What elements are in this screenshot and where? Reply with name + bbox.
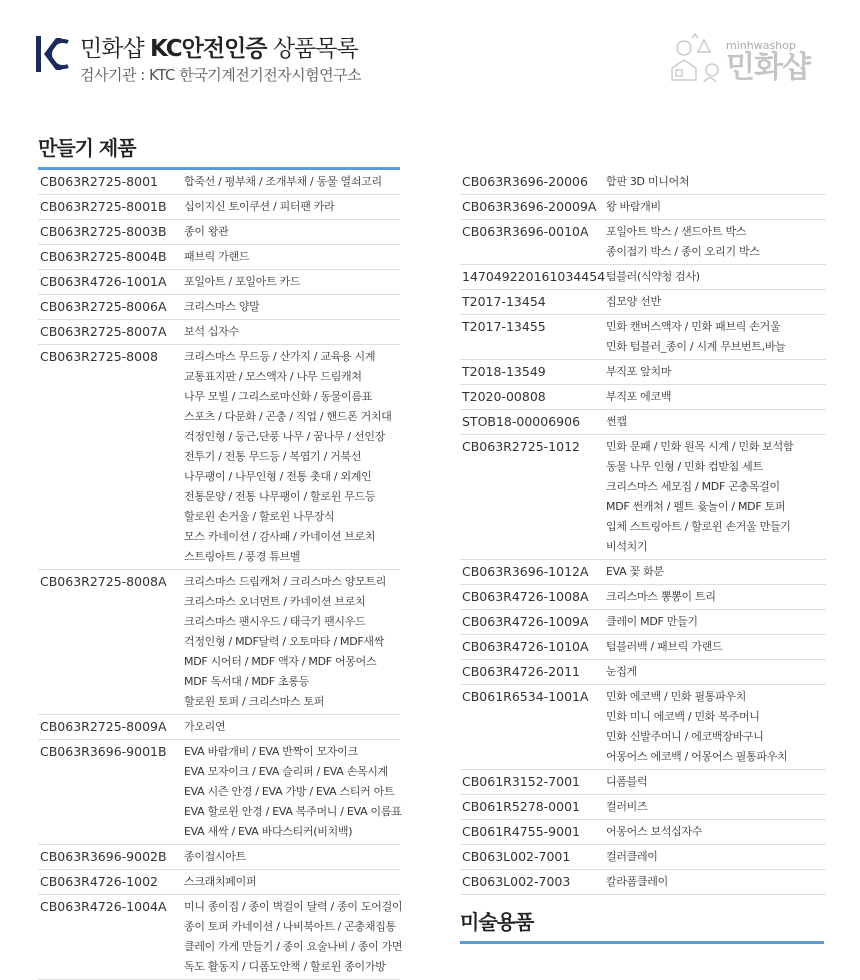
table-row [460,435,826,560]
product-names [606,437,793,557]
product-line: 디폼블럭 [606,775,648,788]
certification-code: CB063R2725-1012 [462,439,580,454]
table-row [38,345,400,570]
product-line: 종이접시아트 [184,850,246,863]
certification-code: CB063R4726-1009A [462,614,589,629]
product-line: MDF 시어터 / MDF 액자 / MDF 어몽어스 [184,655,377,668]
product-line: 클레이 가게 만들기 / 종이 요술나비 / 종이 가면 [184,940,403,953]
product-line: 가오리연 [184,720,226,733]
certification-code: CB063R3696-0010A [462,224,589,239]
certification-code: CB063R3696-20009A [462,199,597,214]
product-names [606,847,658,867]
product-line: 민화 신발주머니 / 에코백장바구니 [606,730,764,743]
product-line: 눈집게 [606,665,637,678]
table-row [460,220,826,265]
certification-code: CB063R4726-1004A [40,899,167,914]
table-row [460,265,826,290]
table-row [38,740,400,845]
certification-code: CB063R3696-20006 [462,174,588,189]
product-names [606,612,698,632]
product-names [606,412,627,432]
product-names [606,317,785,357]
product-line: 종이 토퍼 카네이션 / 나비북아트 / 곤충채집통 [184,920,396,933]
certification-code: 147049220161034454 [462,269,606,284]
product-line: 민화 미니 에코백 / 민화 복주머니 [606,710,760,723]
brand-english: minhwashop [726,38,796,52]
product-line: 할로윈 손거울 / 할로윈 나무장식 [184,510,335,523]
crafts-table-continued [460,170,826,895]
kc-mark-icon [34,34,70,74]
table-row [460,360,826,385]
product-line: EVA 새싹 / EVA 바다스티커(비치백) [184,825,353,838]
table-row [460,610,826,635]
certification-code: CB063R2725-8008A [40,574,167,589]
product-names [184,247,249,267]
product-names [606,292,661,312]
product-names [606,662,637,682]
table-row [38,570,400,715]
doodle-illustration-icon [664,30,726,92]
product-names [184,222,229,242]
certification-code: CB063R4726-1008A [462,589,589,604]
certification-code: T2017-13455 [462,319,546,334]
product-line: 포일아트 / 포일아트 카드 [184,275,301,288]
product-line: 크리스마스 양말 [184,300,260,313]
product-line: 종이 왕관 [184,225,229,238]
product-names [184,572,386,712]
product-line: 부직포 앞치마 [606,365,672,378]
table-row [460,770,826,795]
product-line: 합죽선 / 평부채 / 조개부채 / 동물 열쇠고리 [184,175,382,188]
product-line: 패브릭 가랜드 [184,250,250,263]
product-line: EVA 꽃 화분 [606,565,664,578]
table-row [38,320,400,345]
table-row [460,685,826,770]
table-row [460,635,826,660]
table-row [460,795,826,820]
product-line: 컬러비즈 [606,800,648,813]
product-line: 민화 캔버스액자 / 민화 패브릭 손거울 [606,320,781,333]
product-line: EVA 모자이크 / EVA 슬리퍼 / EVA 손목시계 [184,765,388,778]
product-names [184,717,225,737]
certification-code: CB063R3696-9001B [40,744,167,759]
product-names [606,872,668,892]
table-row [38,195,400,220]
product-line: 포일아트 박스 / 샌드아트 박스 [606,225,747,238]
product-names [606,222,760,262]
product-line: 걱정인형 / MDF달력 / 오토마타 / MDF새싹 [184,635,385,648]
table-row [460,870,826,895]
certification-code: CB063R4726-2011 [462,664,580,679]
certification-code: CB063R4726-1002 [40,874,158,889]
certification-code: CB063R4726-1001A [40,274,167,289]
product-line: 텀블러백 / 패브릭 가랜드 [606,640,723,653]
section-title-art: 미술용품 [460,906,824,944]
table-row [460,845,826,870]
table-row [460,385,826,410]
product-line: 종이접기 박스 / 종이 오리기 박스 [606,245,760,258]
product-line: 미니 종이집 / 종이 벽걸이 달력 / 종이 도어걸이 [184,900,403,913]
product-line: 할로윈 토퍼 / 크리스마스 토퍼 [184,695,325,708]
certification-code: CB063R2725-8006A [40,299,167,314]
product-names [606,172,689,192]
certification-code: CB061R6534-1001A [462,689,589,704]
product-line: 십이지신 토이쿠션 / 피터팬 카라 [184,200,335,213]
table-row [38,295,400,320]
product-names [606,772,647,792]
product-line: 스크래치페이퍼 [184,875,257,888]
product-names [184,847,246,867]
product-line: MDF 썬캐쳐 / 펠트 윷놀이 / MDF 토퍼 [606,500,786,513]
product-line: 전통문양 / 전통 나무팽이 / 할로윈 무드등 [184,490,376,503]
certification-code: CB063R2725-8008 [40,349,158,364]
certification-code: CB063R3696-1012A [462,564,589,579]
table-row [38,845,400,870]
table-row [38,870,400,895]
certification-code: T2018-13549 [462,364,546,379]
table-row [38,245,400,270]
product-line: 교통표지판 / 모스액자 / 나무 드림캐쳐 [184,370,362,383]
table-row [460,195,826,220]
certification-code: CB063R2725-8003B [40,224,167,239]
product-names [606,197,661,217]
product-names [184,172,382,192]
product-line: 어몽어스 보석십자수 [606,825,703,838]
table-row [38,170,400,195]
product-line: 부직포 에코백 [606,390,672,403]
product-line: 나무팽이 / 나무인형 / 전통 촛대 / 외계인 [184,470,372,483]
table-row [460,410,826,435]
header [34,34,361,86]
product-line: 민화 문패 / 민화 원목 시계 / 민화 보석함 [606,440,794,453]
product-line: 컬러클레이 [606,850,658,863]
certification-code: CB063R3696-9002B [40,849,167,864]
certification-code: CB063L002-7003 [462,874,571,889]
product-line: 나무 모빌 / 그리스로마신화 / 동물이름표 [184,390,373,403]
product-line: 걱정인형 / 둥근,단풍 나무 / 꿈나무 / 선인장 [184,430,386,443]
table-row [38,895,403,980]
product-names [184,742,402,842]
table-row [38,715,400,740]
product-line: 칼라폼클레이 [606,875,668,888]
product-line: EVA 할로윈 안경 / EVA 복주머니 / EVA 이름표 [184,805,402,818]
section-title-crafts: 만들기 제품 [38,132,400,170]
certification-code: STOB18-00006906 [462,414,581,429]
product-names [606,387,671,407]
certification-code: CB063L002-7001 [462,849,571,864]
product-line: 동물 나무 인형 / 민화 컵받침 세트 [606,460,763,473]
product-line: 집모양 선반 [606,295,661,308]
table-row [460,820,826,845]
certification-code: CB063R2725-8004B [40,249,167,264]
product-line: 크리스마스 무드등 / 산가지 / 교육용 시계 [184,350,376,363]
certification-code: CB063R2725-8001 [40,174,158,189]
product-line: 스트링아트 / 풍경 튜브벨 [184,550,301,563]
page-title: 민화샵 KC안전인증 상품목록 [80,36,358,62]
product-names [184,347,392,567]
certification-code: CB063R4726-1010A [462,639,589,654]
table-row [38,270,400,295]
certification-code: CB063R2725-8007A [40,324,167,339]
crafts-table [38,132,403,980]
certification-code: CB063R2725-8009A [40,719,167,734]
product-line: 어몽어스 에코백 / 어몽어스 필통파우치 [606,750,788,763]
product-line: 클레이 MDF 만들기 [606,615,698,628]
minhwashop-logo [664,30,810,92]
product-line: 크리스마스 뽕뽕이 트리 [606,590,716,603]
table-row [38,220,400,245]
product-names [606,362,671,382]
certification-code: CB061R4755-9001 [462,824,580,839]
product-line: 보석 십자수 [184,325,239,338]
product-names [184,897,402,977]
product-line: 크리스마스 드림캐쳐 / 크리스마스 양모트리 [184,575,387,588]
product-names [606,267,700,287]
product-names [606,637,722,657]
product-line: 왕 바람개비 [606,200,661,213]
product-names [184,272,300,292]
certification-code: T2020-00808 [462,389,546,404]
table-row [460,290,826,315]
certification-code: T2017-13454 [462,294,546,309]
product-names [606,822,702,842]
product-line: 크리스마스 팬시우드 / 태극기 팬시우드 [184,615,366,628]
product-line: 민화 에코백 / 민화 필통파우치 [606,690,747,703]
product-names [184,872,256,892]
product-names [184,322,239,342]
product-names [606,562,664,582]
product-line: 민화 텀블러_종이 / 시계 무브번트,바늘 [606,340,786,353]
product-line: 모스 카네이션 / 감사패 / 카네이션 브로치 [184,530,376,543]
table-row [460,170,826,195]
inspection-agency: 검사기관 : KTC 한국기계전기전자시험연구소 [80,66,362,84]
product-names [606,797,647,817]
product-names [184,297,259,317]
product-names [184,197,334,217]
table-row [460,585,826,610]
product-names [606,587,716,607]
table-row [460,660,826,685]
certification-code: CB061R3152-7001 [462,774,580,789]
table-row [460,560,826,585]
product-line: EVA 바람개비 / EVA 반짝이 모자이크 [184,745,358,758]
product-line: 크리스마스 세모집 / MDF 곤충목걸이 [606,480,780,493]
product-line: MDF 독서대 / MDF 초롱등 [184,675,309,688]
certification-code: CB063R2725-8001B [40,199,167,214]
brand-korean: 민화샵 [726,49,810,85]
product-line: 합판 3D 미니어처 [606,175,690,188]
product-line: 크리스마스 오너먼트 / 카네이션 브로치 [184,595,366,608]
product-line: 전투기 / 전통 무드등 / 복엽기 / 거북선 [184,450,362,463]
product-line: 입체 스트링아트 / 할로윈 손거울 만들기 [606,520,791,533]
art-supplies-section [460,906,824,944]
product-line: 텀블러(식약청 검사) [606,270,700,283]
product-line: 썬캡 [606,415,627,428]
certification-code: CB061R5278-0001 [462,799,580,814]
product-line: 스포츠 / 다문화 / 곤충 / 직업 / 핸드폰 거치대 [184,410,392,423]
product-line: EVA 시즌 안경 / EVA 가방 / EVA 스티커 아트 [184,785,395,798]
table-row [460,315,826,360]
product-names [606,687,787,767]
product-line: 비석치기 [606,540,648,553]
product-line: 독도 활동지 / 디폼도안책 / 할로윈 종이가방 [184,960,386,973]
